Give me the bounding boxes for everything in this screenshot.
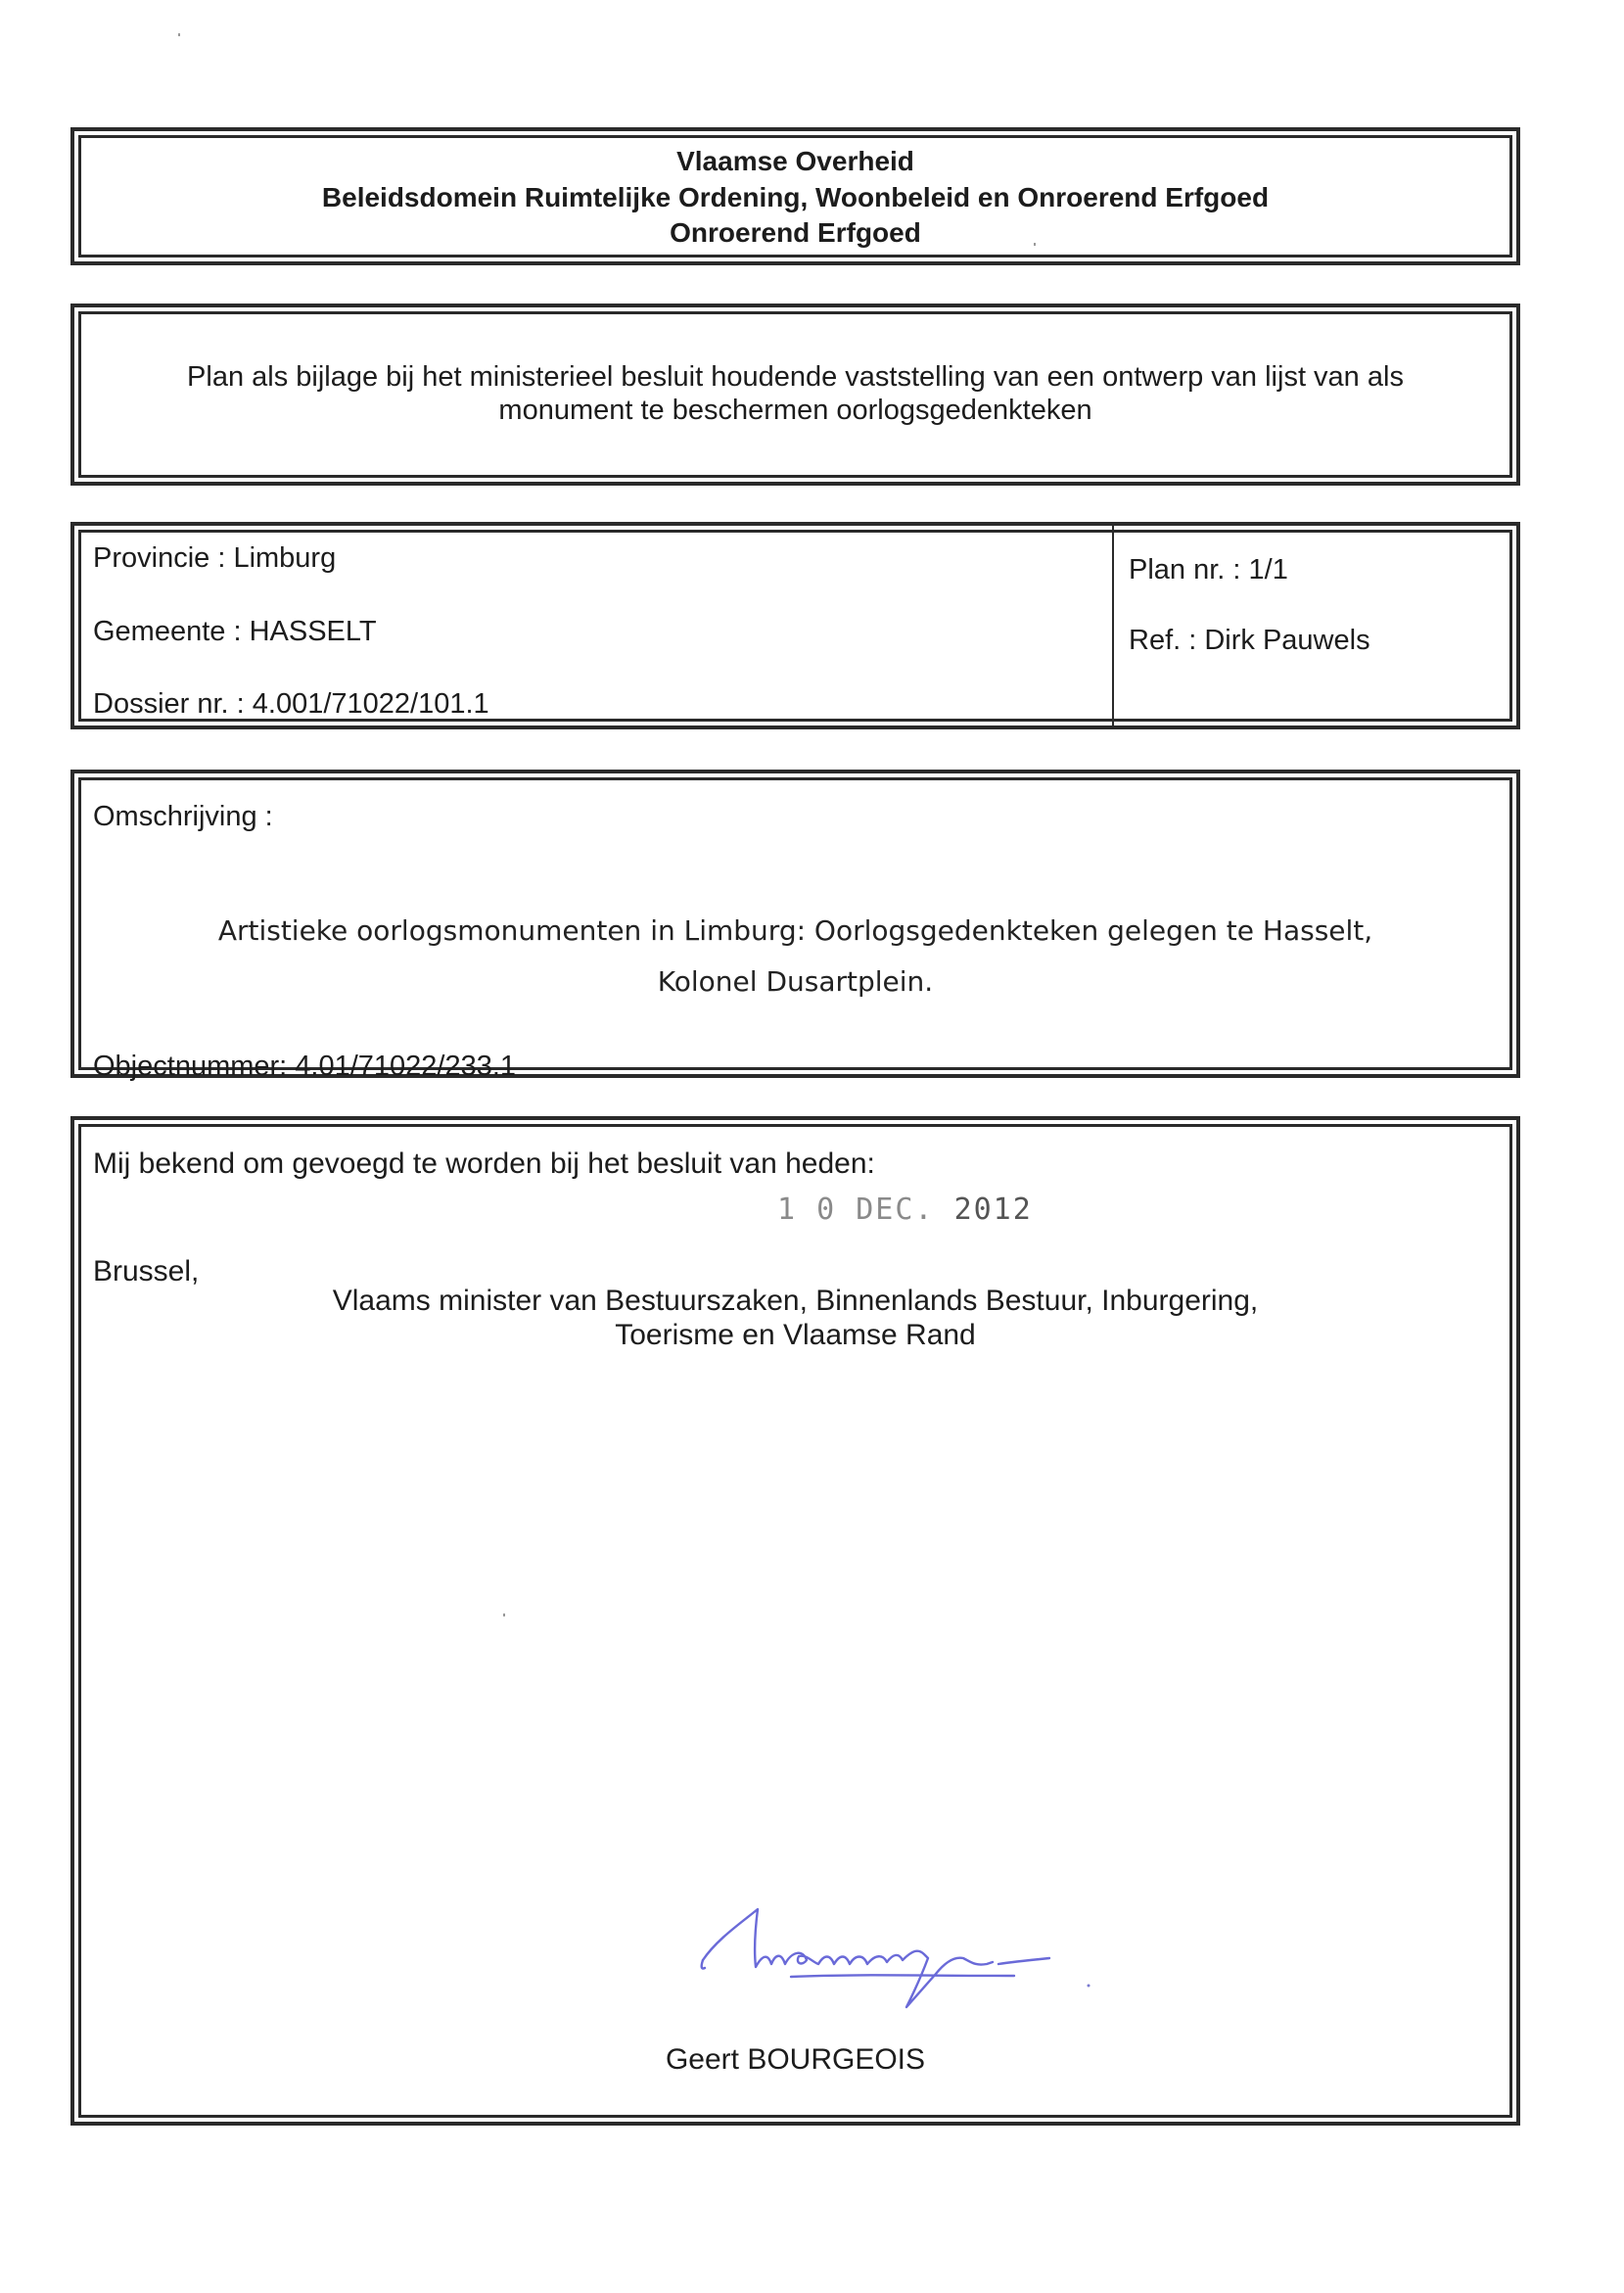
plan-title-box <box>70 304 1520 486</box>
signatory-name: Geert BOURGEOIS <box>665 2043 926 2076</box>
scan-speck <box>503 1614 505 1616</box>
minister-title-line1: Vlaams minister van Bestuurszaken, Binnenlands Bestuur, Inburgering, <box>332 1285 1259 1317</box>
details-column-divider <box>1112 526 1114 725</box>
details-box <box>70 522 1520 729</box>
object-number-field: Objectnummer: 4.01/71022/233.1 <box>93 1051 517 1082</box>
plan-title-line2: monument te beschermen oorlogsgedenkteken <box>498 395 1092 426</box>
provincie-field: Provincie : Limburg <box>93 542 337 574</box>
scan-speck <box>1034 243 1036 246</box>
reference-field: Ref. : Dirk Pauwels <box>1129 625 1370 656</box>
date-stamp <box>777 1195 1033 1225</box>
description-line2: Kolonel Dusartplein. <box>657 965 934 998</box>
approval-box <box>70 1116 1520 2126</box>
minister-title-line2: Toerisme en Vlaamse Rand <box>615 1319 976 1351</box>
header-box <box>70 127 1520 265</box>
description-box <box>70 770 1520 1082</box>
gemeente-field: Gemeente : HASSELT <box>93 616 377 647</box>
signature-icon <box>697 1905 1128 2018</box>
date-stamp-year: 2012 <box>953 1193 1033 1227</box>
description-line1: Artistieke oorlogsmonumenten in Limburg: Oorlogsgedenkteken gelegen te Hasselt, <box>217 914 1373 947</box>
scan-speck <box>178 33 180 36</box>
plan-title-line1: Plan als bijlage bij het ministerieel besluit houdende vaststelling van een ontwerp van lijst van als <box>187 361 1404 393</box>
date-stamp-day-month: 1 0 DEC. <box>777 1193 935 1227</box>
place-label: Brussel, <box>93 1255 200 1287</box>
approval-intro: Mij bekend om gevoegd te worden bij het besluit van heden: <box>93 1147 875 1180</box>
header-agency: Onroerend Erfgoed <box>670 217 921 248</box>
dossier-number-field: Dossier nr. : 4.001/71022/101.1 <box>93 688 489 720</box>
header-org: Vlaamse Overheid <box>676 146 914 176</box>
description-label: Omschrijving : <box>93 801 273 832</box>
header-policy-domain: Beleidsdomein Ruimtelijke Ordening, Woonbeleid en Onroerend Erfgoed <box>321 182 1270 212</box>
plan-number-field: Plan nr. : 1/1 <box>1129 554 1288 585</box>
